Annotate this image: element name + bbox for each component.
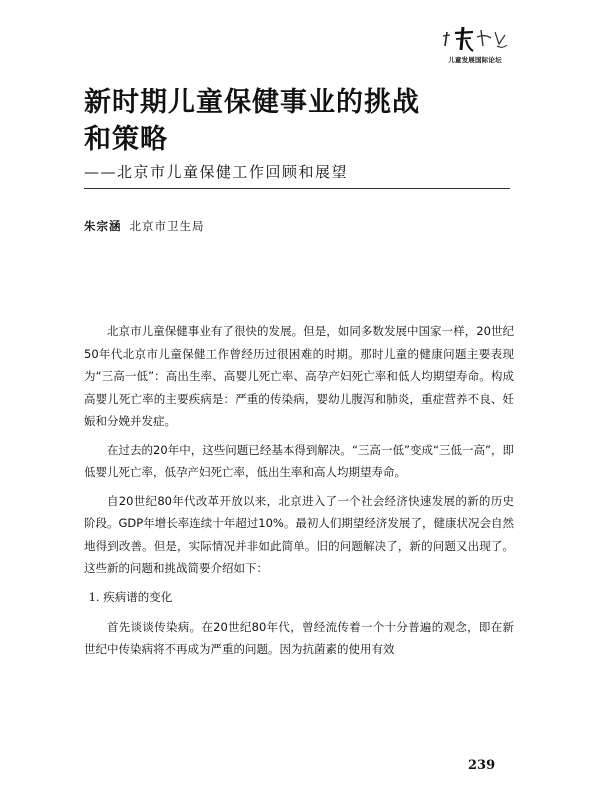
section-paragraph: 首先谈谈传染病。在20世纪80年代，曾经流传着一个十分普遍的观念，即在新世纪中传染病将不再成为严重的问题。因为抗菌素的使用有效 (84, 619, 514, 656)
section-heading: 1. 疾病谱的变化 (88, 589, 173, 604)
article-subtitle: ——北京市儿童保健工作回顾和展望 (84, 163, 349, 181)
body-paragraph-1: 北京市儿童保健事业有了很快的发展。但是，如同多数发展中国家一样，20世纪50年代北京市儿童保健工作曾经历过很困难的时期。那时儿童的健康问题主要表现为“三高一低”：高出生率、高婴儿死亡率、高孕产妇死亡率和低人均期望寿命。构成高婴儿死亡率的主要疾病是：严重的传染病，婴幼儿腹泻和肺炎，重症营养不良、妊娠和分娩并发症。 (84, 324, 514, 428)
forum-logo (430, 24, 520, 68)
title-line-2: 和策略 (84, 124, 168, 155)
author-name: 朱宗涵 (84, 219, 122, 233)
author-affiliation: 北京市卫生局 (129, 219, 205, 233)
body-paragraph-2: 在过去的20年中，这些问题已经基本得到解决。“三高一低”变成“三低一高”，即低婴儿死亡率，低孕产妇死亡率，低出生率和高人均期望寿命。 (84, 442, 514, 479)
body-paragraph-3: 自20世纪80年代改革开放以来，北京进入了一个社会经济快速发展的新的历史阶段。GDP年增长率连续十年超过10%。最初人们期望经济发展了，健康状况会自然地得到改善。但是，实际情况并非如此简单。旧的问题解决了，新的问题又出现了。这些新的问题和挑战简要介绍如下： (84, 493, 514, 575)
calligraphy-emblem-icon (439, 24, 511, 54)
title-line-1: 新时期儿童保健事业的挑战 (84, 87, 420, 118)
page-number: 239 (468, 758, 496, 773)
article-body (84, 320, 514, 667)
title-divider (84, 188, 510, 189)
article-title (84, 84, 504, 158)
byline (84, 218, 205, 234)
logo-caption: 儿童发展国际论坛 (448, 56, 502, 64)
